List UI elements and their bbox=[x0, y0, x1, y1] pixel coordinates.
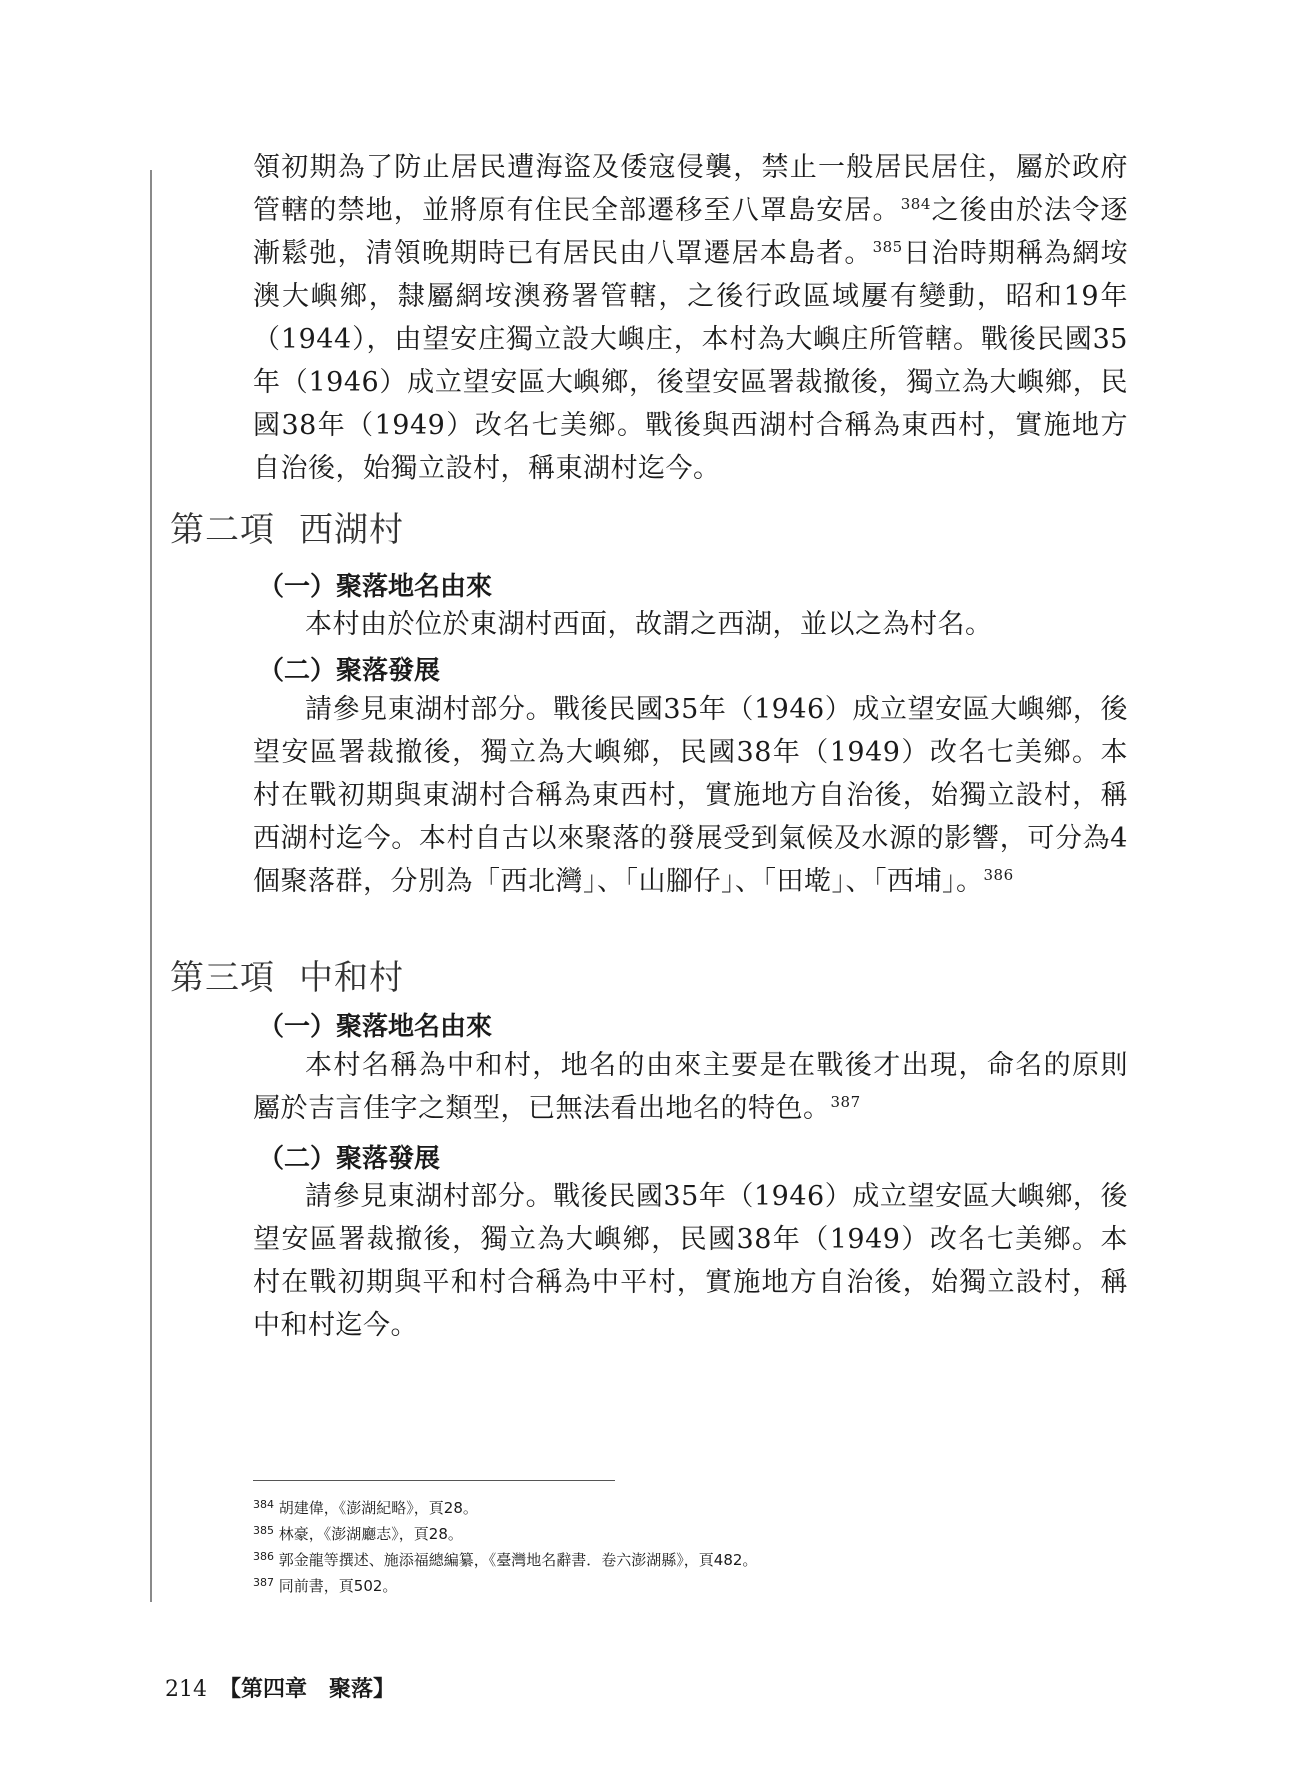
subheading-xihu-development: （二）聚落發展 bbox=[258, 656, 441, 686]
xihu-development-paragraph bbox=[253, 688, 1128, 903]
footnote-number: 386 bbox=[253, 1550, 274, 1563]
section-label: 第三項 bbox=[170, 958, 275, 998]
zhonghe-origin-paragraph bbox=[253, 1044, 1128, 1130]
footnote-ref-385[interactable]: 385 bbox=[872, 238, 903, 256]
footnote-text: 林豪，《澎湖廳志》，頁28。 bbox=[278, 1525, 463, 1543]
footnote-number: 387 bbox=[253, 1576, 274, 1589]
xihu-development-text: 請參見東湖村部分。戰後民國35年（1946）成立望安區大嶼鄉，後望安區署裁撤後，獨立為大嶼鄉，民國38年（1949）改名七美鄉。本村在戰初期與東湖村合稱為東西村，實施地方自治後，始獨立設村，稱西湖村迄今。本村自古以來聚落的發展受到氣候及水源的影響，可分為4個聚落群，分別為「西北灣」、「山腳仔」、「田墘」、「西埔」。 bbox=[253, 694, 1128, 897]
footnote-386 bbox=[253, 1547, 1133, 1573]
zhonghe-origin-text: 本村名稱為中和村，地名的由來主要是在戰後才出現，命名的原則屬於吉言佳字之類型，已無法看出地名的特色。 bbox=[253, 1050, 1128, 1124]
xihu-origin-paragraph: 本村由於位於東湖村西面，故謂之西湖，並以之為村名。 bbox=[305, 609, 993, 640]
footnote-ref-386[interactable]: 386 bbox=[983, 866, 1014, 884]
footnote-text: 胡建偉，《澎湖紀略》，頁28。 bbox=[278, 1499, 478, 1517]
intro-text-part3: 日治時期稱為網垵澳大嶼鄉，隸屬網垵澳務署管轄，之後行政區域屢有變動，昭和19年（1944），由望安庄獨立設大嶼庄，本村為大嶼庄所管轄。戰後民國35年（1946）成立望安區大嶼鄉，後望安區署裁撤後，獨立為大嶼鄉，民國38年（1949）改名七美鄉。戰後與西湖村合稱為東西村，實施地方自治後，始獨立設村，稱東湖村迄今。 bbox=[253, 238, 1128, 484]
section-heading-xihu bbox=[170, 502, 404, 551]
section-name: 中和村 bbox=[299, 958, 404, 998]
footnote-387 bbox=[253, 1573, 1133, 1599]
footnote-text: 同前書，頁502。 bbox=[278, 1577, 398, 1595]
footnote-384 bbox=[253, 1495, 1133, 1521]
intro-text-part1: 領初期為了防止居民遭海盜及倭寇侵襲，禁止一般居民居住，屬於政府管轄的禁地，並將原有住民全部遷移至八罩島安居。 bbox=[253, 152, 1128, 226]
footnote-ref-384[interactable]: 384 bbox=[900, 195, 931, 213]
running-chapter-title: 【第四章 聚落】 bbox=[219, 1676, 396, 1702]
footnote-separator bbox=[253, 1480, 615, 1481]
footnote-number: 384 bbox=[253, 1498, 274, 1511]
zhonghe-development-paragraph: 請參見東湖村部分。戰後民國35年（1946）成立望安區大嶼鄉，後望安區署裁撤後，獨立為大嶼鄉，民國38年（1949）改名七美鄉。本村在戰初期與平和村合稱為中平村，實施地方自治後，始獨立設村，稱中和村迄今。 bbox=[253, 1181, 1128, 1341]
section-name: 西湖村 bbox=[299, 510, 404, 550]
margin-rule bbox=[150, 170, 152, 1602]
footnote-385 bbox=[253, 1521, 1133, 1547]
subheading-xihu-origin: （一）聚落地名由來 bbox=[258, 572, 493, 602]
footnote-text: 郭金龍等撰述、施添福總編纂，《臺灣地名辭書．卷六澎湖縣》，頁482。 bbox=[278, 1551, 758, 1569]
footnotes bbox=[253, 1495, 1133, 1599]
section-heading-zhonghe bbox=[170, 950, 404, 999]
intro-paragraph bbox=[253, 146, 1128, 490]
page-number: 214 bbox=[165, 1677, 207, 1702]
section-label: 第二項 bbox=[170, 510, 275, 550]
page-footer bbox=[165, 1672, 395, 1703]
subheading-zhonghe-development: （二）聚落發展 bbox=[258, 1144, 441, 1174]
intro-text-part2: 之後由於法令逐漸鬆弛，清領晚期時已有居民由八罩遷居本島者。 bbox=[253, 195, 1129, 269]
subheading-zhonghe-origin: （一）聚落地名由來 bbox=[258, 1012, 493, 1042]
footnote-number: 385 bbox=[253, 1524, 274, 1537]
footnote-ref-387[interactable]: 387 bbox=[830, 1093, 861, 1111]
